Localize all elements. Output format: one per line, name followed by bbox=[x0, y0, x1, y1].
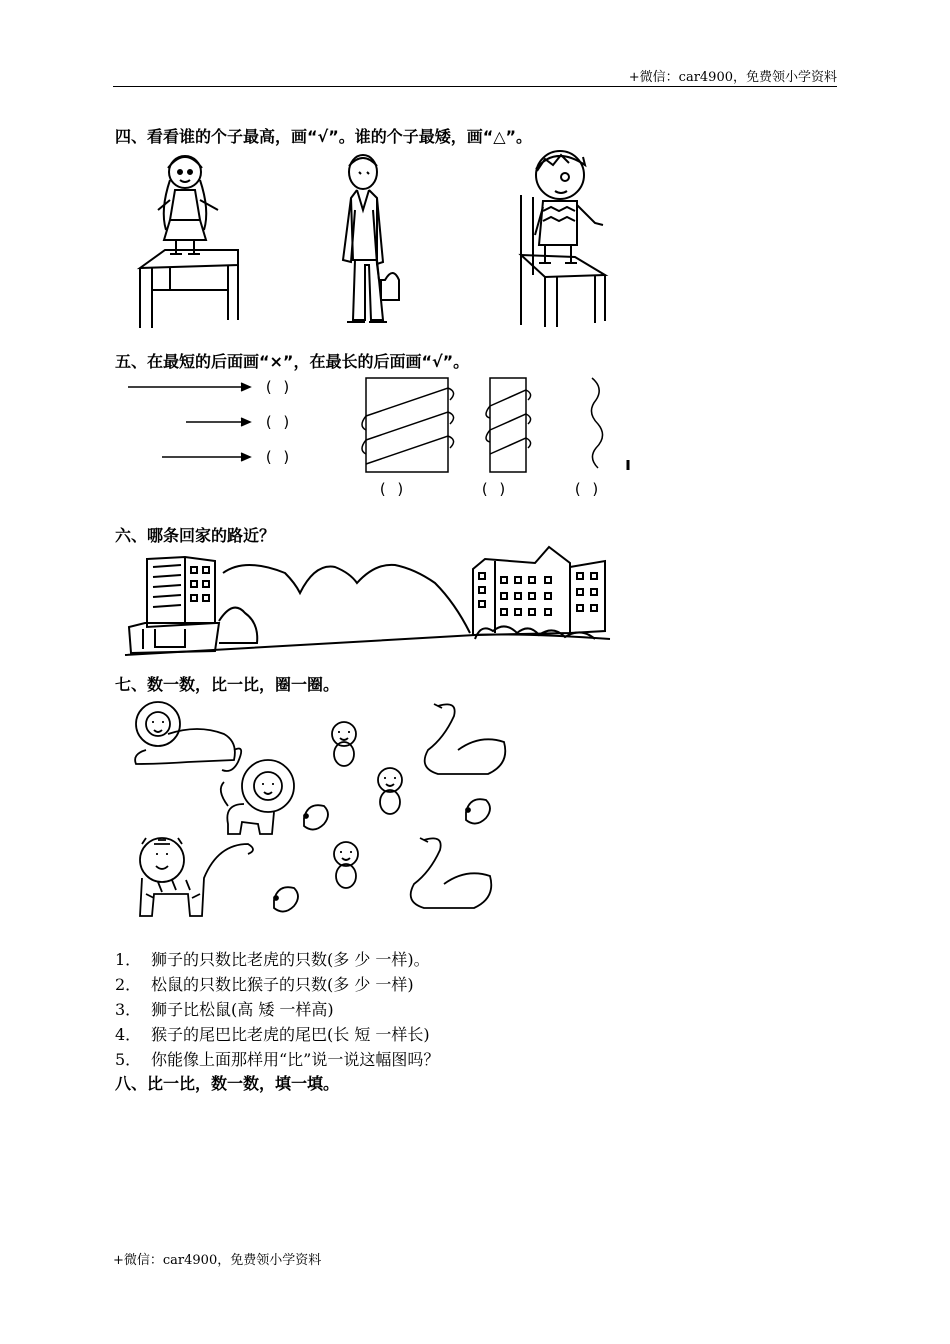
animals-counting-illustration bbox=[128, 694, 518, 924]
question-2-text: 松鼠的只数比猴子的只数(多 少 一样) bbox=[151, 975, 414, 994]
answer-blank-line-3[interactable]: ( ) bbox=[264, 448, 292, 466]
section-6-heading: 六、哪条回家的路近？ bbox=[115, 526, 276, 545]
question-3-text: 狮子比松鼠(高 矮 一样高) bbox=[151, 1000, 334, 1019]
header-rule bbox=[113, 86, 837, 87]
question-5-text: 你能像上面那样用“比”说一说这幅图吗？ bbox=[151, 1050, 440, 1069]
question-5-number: 5． bbox=[115, 1050, 142, 1069]
answer-blank-line-2[interactable]: ( ) bbox=[264, 413, 292, 431]
question-4-text: 猴子的尾巴比老虎的尾巴(长 短 一样长) bbox=[151, 1025, 430, 1044]
two-routes-home-illustration bbox=[125, 543, 610, 658]
answer-blank-wide-rope[interactable]: ( ) bbox=[378, 480, 406, 498]
question-3-number: 3． bbox=[115, 1000, 142, 1019]
question-1-number: 1． bbox=[115, 950, 142, 969]
question-4-number: 4． bbox=[115, 1025, 142, 1044]
footer-wechat-note: +微信：car4900，免费领小学资料 bbox=[113, 1253, 322, 1268]
section-5-heading: 五、在最短的后面画“×”，在最长的后面画“√”。 bbox=[115, 352, 470, 371]
wavy-line bbox=[584, 376, 634, 476]
question-5 bbox=[115, 1047, 439, 1070]
boy-on-chair-illustration bbox=[515, 145, 615, 330]
arrow-line-3 bbox=[162, 452, 253, 462]
question-1 bbox=[115, 947, 430, 970]
header-wechat-note: +微信：car4900，免费领小学资料 bbox=[628, 70, 837, 85]
wide-rectangle-with-rope bbox=[362, 376, 457, 476]
answer-blank-narrow-rope[interactable]: ( ) bbox=[480, 480, 508, 498]
answer-blank-wavy-line[interactable]: ( ) bbox=[573, 480, 601, 498]
section-4-heading: 四、看看谁的个子最高，画“√”。谁的个子最矮，画“△”。 bbox=[115, 127, 533, 146]
question-2-number: 2． bbox=[115, 975, 142, 994]
girl-on-table-illustration bbox=[130, 150, 245, 330]
section-7-heading: 七、数一数，比一比，圈一圈。 bbox=[115, 675, 340, 694]
narrow-rectangle-with-rope bbox=[484, 376, 534, 476]
question-4 bbox=[115, 1022, 430, 1045]
question-2 bbox=[115, 972, 414, 995]
man-with-bag-illustration bbox=[333, 150, 413, 330]
question-1-text: 狮子的只数比老虎的只数(多 少 一样)。 bbox=[151, 950, 430, 969]
section-8-heading: 八、比一比，数一数，填一填。 bbox=[115, 1074, 340, 1093]
answer-blank-line-1[interactable]: ( ) bbox=[264, 378, 292, 396]
arrow-line-2 bbox=[186, 417, 253, 427]
question-3 bbox=[115, 997, 334, 1020]
arrow-line-1 bbox=[128, 382, 253, 392]
